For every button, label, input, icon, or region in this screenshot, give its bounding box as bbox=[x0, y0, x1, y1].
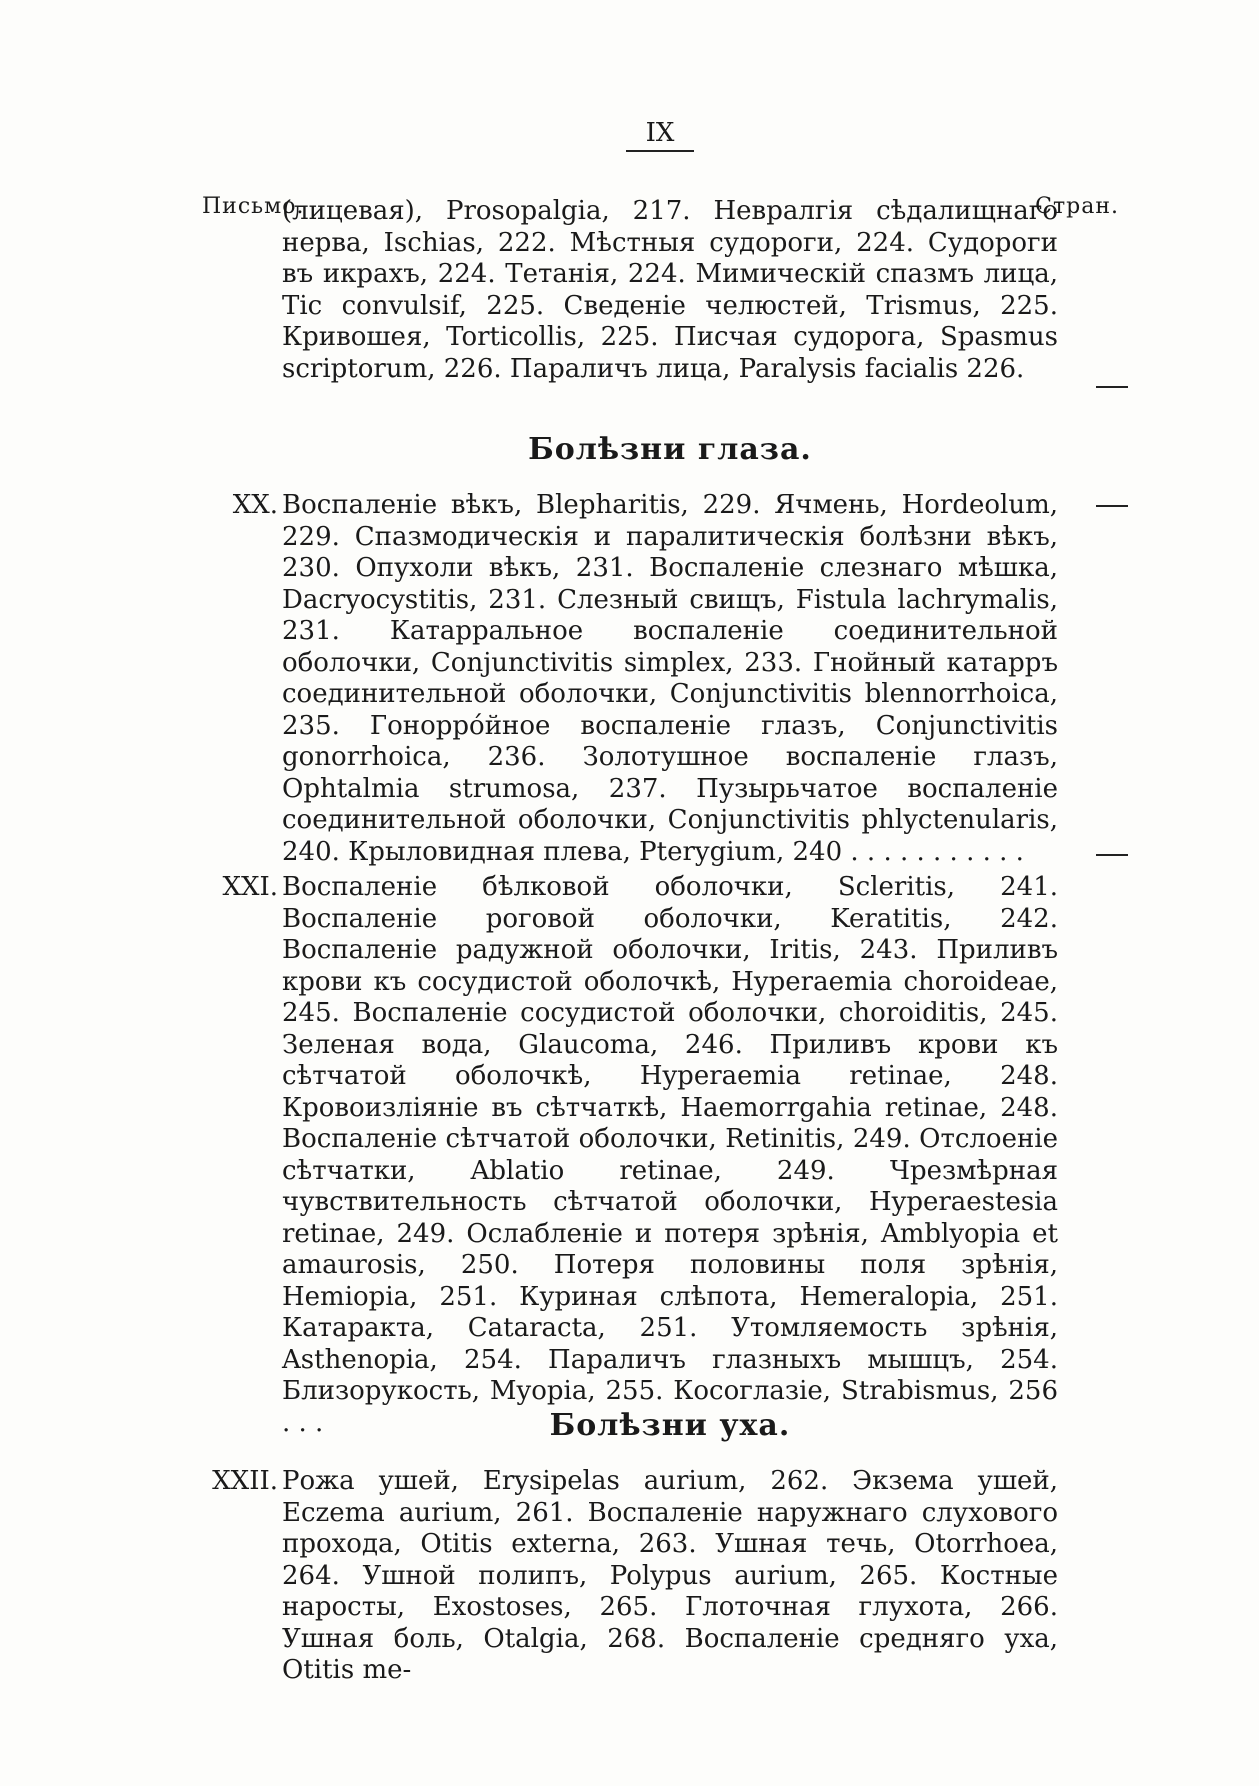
entry-xxii bbox=[282, 1466, 1058, 1687]
entry-numeral: XXII. bbox=[212, 1466, 278, 1496]
section-heading-ear: Болѣзни уха. bbox=[549, 1408, 791, 1443]
entry-text: (лицевая), Prosopalgia, 217. Невралгія сѣдалищнаго нерва, Ischias, 222. Мѣстныя судороги, 224. Судороги въ икрахъ, 224. Тетанія, 224. Мимическій спазмъ лица, Tic convulsif, 225. Сведеніе челюстей, Trismus, 225. Кривошея, Torticollis, 225. Писчая судорога, Spasmus scriptorum, 226. Параличъ лица, Paralysis facialis 226. bbox=[282, 196, 1058, 384]
entry-text: Рожа ушей, Erysipelas aurium, 262. Экзема ушей, Eczema aurium, 261. Воспаленіе наружнаго слухового прохода, Otitis externa, 263. Ушная течь, Otorrhoea, 264. Ушной полипъ, Polypus aurium, 265. Костные наросты, Exostoses, 265. Глоточная глухота, 266. Ушная боль, Otalgia, 268. Воспаленіе средняго уха, Otitis me- bbox=[282, 1466, 1058, 1685]
entry-xxi bbox=[282, 872, 1058, 1439]
column-header-letter: Письмо. bbox=[202, 194, 305, 219]
entry-continuation bbox=[282, 196, 1058, 385]
entry-text: Воспаленіе вѣкъ, Blepharitis, 229. Ячмень, Hordeolum, 229. Спазмодическія и паралитическія болѣзни вѣкъ, 230. Опухоли вѣкъ, 231. Воспаленіе слезнаго мѣшка, Dacryocystitis, 231. Слезный свищъ, Fistula lachrymalis, 231. Катарральное воспаленіе соединительной оболочки, Conjunctivitis simplex, 233. Гнойный катарръ соединительной оболочки, Conjunctivitis blennorrhoica, 235. Гоноррόйное воспаленіе глазъ, Conjunctivitis gonorrhoica, 236. Золотушное воспаленіе глазъ, Ophtalmia strumosa, 237. Пузырьчатое воспаленіе соединительной оболочки, Conjunctivitis phlyctenularis, 240. Крыловидная плева, Pterygium, 240 . . . . . . . . . . . bbox=[282, 490, 1058, 867]
entry-numeral: XX. bbox=[232, 490, 278, 520]
page-ref-dash bbox=[1096, 386, 1128, 388]
page-ref-dash bbox=[1096, 505, 1128, 507]
entry-text: Воспаленіе бѣлковой оболочки, Scleritis, 241. Воспаленіе роговой оболочки, Keratitis, 242. Воспаленіе радужной оболочки, Iritis, 243. Приливъ крови къ сосудистой оболочкѣ, Hyperaemia choroideae, 245. Воспаленіе сосудистой оболочки, choroiditis, 245. Зеленая вода, Glaucoma, 246. Приливъ крови къ сѣтчатой оболочкѣ, Hyperaemia retinae, 248. Кровоизлiяніе въ сѣтчаткѣ, Haemorrgahia retinae, 248. Воспаленіе сѣтчатой оболочки, Retinitis, 249. Отслоеніе сѣтчатки, Ablatio retinae, 249. Чрезмѣрная чувствительность сѣтчатой оболочки, Hyperaestesia retinae, 249. Ослабленіе и потеря зрѣнія, Amblyopia et amaurosis, 250. Потеря половины поля зрѣнія, Hemiopia, 251. Куриная слѣпота, Hemeralopia, 251. Катаракта, Cataracta, 251. Утомляемость зрѣнія, Asthenopia, 254. Параличъ глазныхъ мышцъ, 254. Близорукость, Myopia, 255. Косоглазіе, Strabismus, 256 . . . bbox=[282, 872, 1058, 1438]
page-ref-dash bbox=[1096, 854, 1128, 856]
entry-xx bbox=[282, 490, 1058, 868]
page-number: IX bbox=[645, 118, 675, 148]
page-number-rule bbox=[626, 150, 694, 152]
column-header-page: Стран. bbox=[1035, 194, 1119, 219]
section-heading-eye: Болѣзни глаза. bbox=[528, 432, 812, 467]
entry-numeral: XXI. bbox=[222, 872, 278, 902]
